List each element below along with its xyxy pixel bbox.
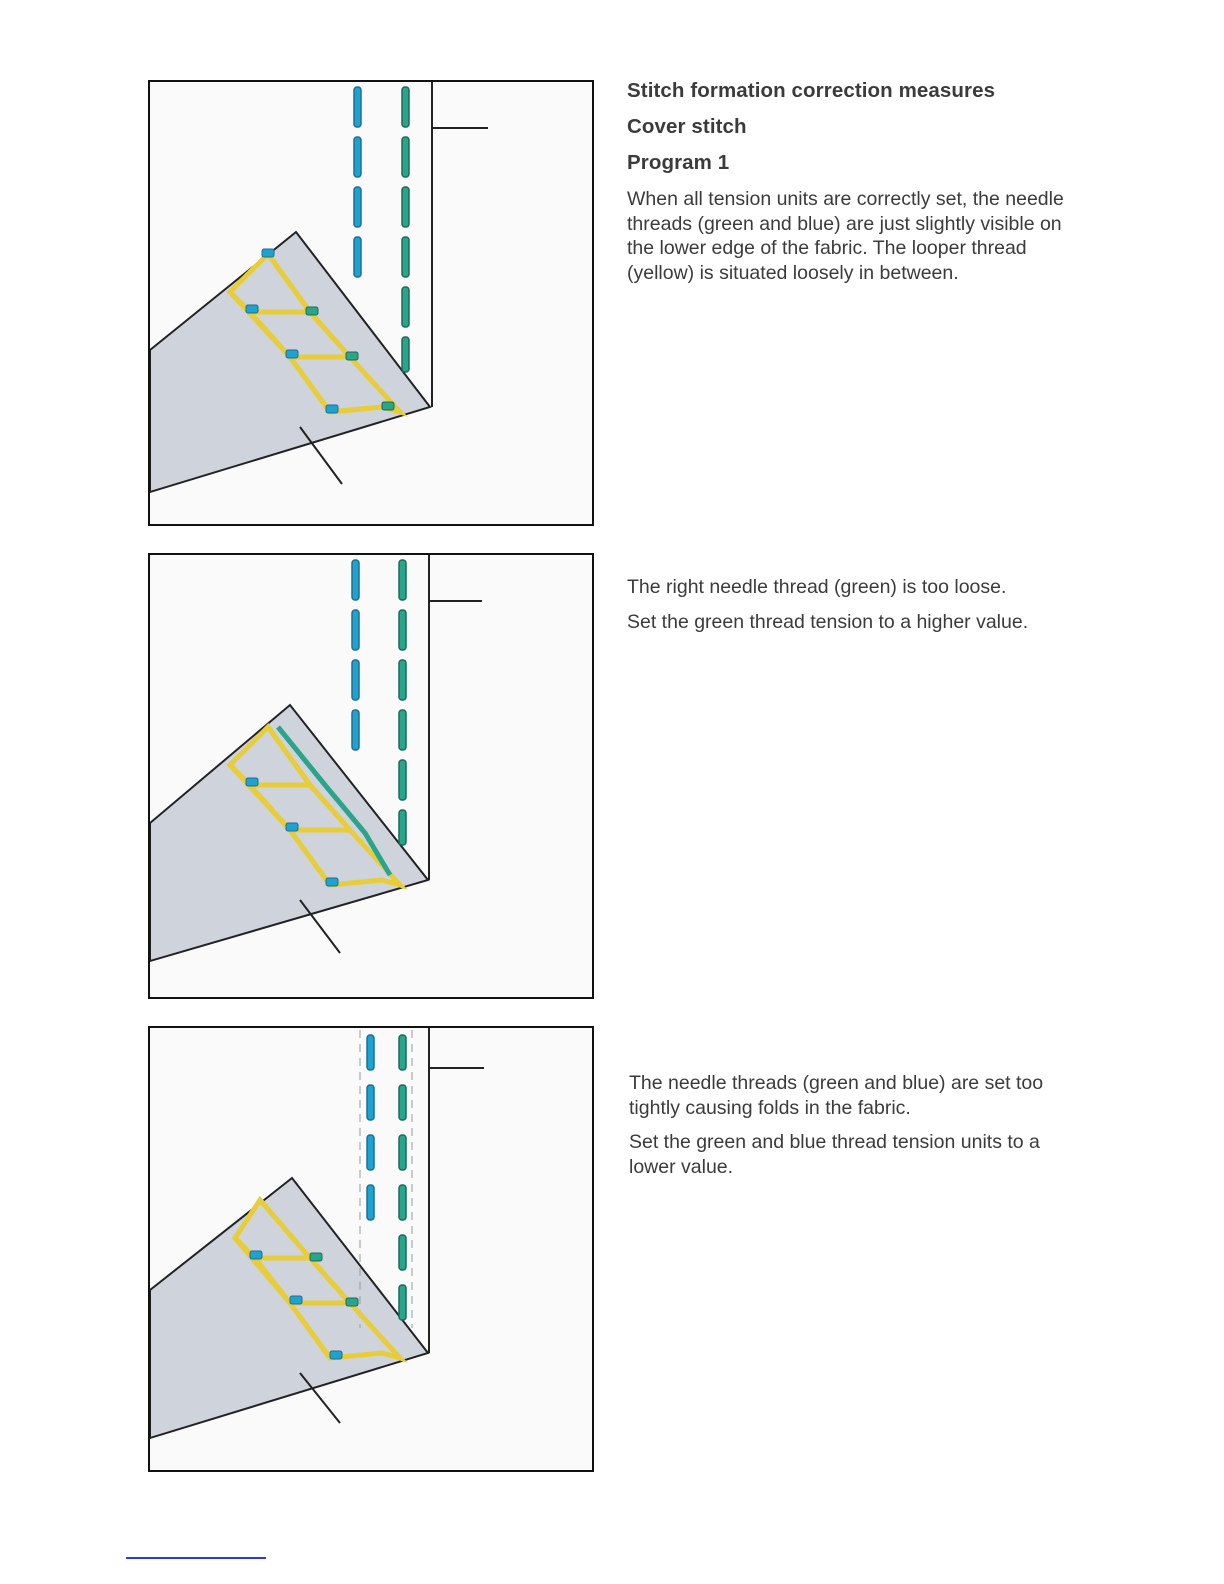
problem-paragraph: The right needle thread (green) is too loose. [627,576,1007,598]
section-green-too-loose [627,575,1077,644]
section-correct-tension [627,79,1077,295]
program-title: Program 1 [627,151,730,174]
remedy-paragraph: Set the green thread tension to a higher value. [627,610,1029,633]
description-paragraph: When all tension units are correctly set, the needle threads (green and blue) are just slightly visible on the lower edge of the fabric. The looper thread (yellow) is situated loosely in between. [627,188,1064,284]
illustration-green-too-loose [148,553,594,999]
footer-link-underline [126,1557,266,1559]
subsection-title: Cover stitch [627,115,747,138]
cover-stitch-diagram-green-loose [150,555,592,997]
section-title: Stitch formation correction measures [627,79,996,102]
illustration-correct-tension [148,80,594,526]
cover-stitch-diagram-too-tight [150,1028,592,1470]
section-threads-too-tight [629,1071,1079,1189]
remedy-paragraph: Set the green and blue thread tension units to a lower value. [629,1131,1040,1178]
illustration-threads-too-tight [148,1026,594,1472]
problem-paragraph: The needle threads (green and blue) are set too tightly causing folds in the fabric. [629,1072,1044,1119]
cover-stitch-diagram-correct [150,82,592,524]
